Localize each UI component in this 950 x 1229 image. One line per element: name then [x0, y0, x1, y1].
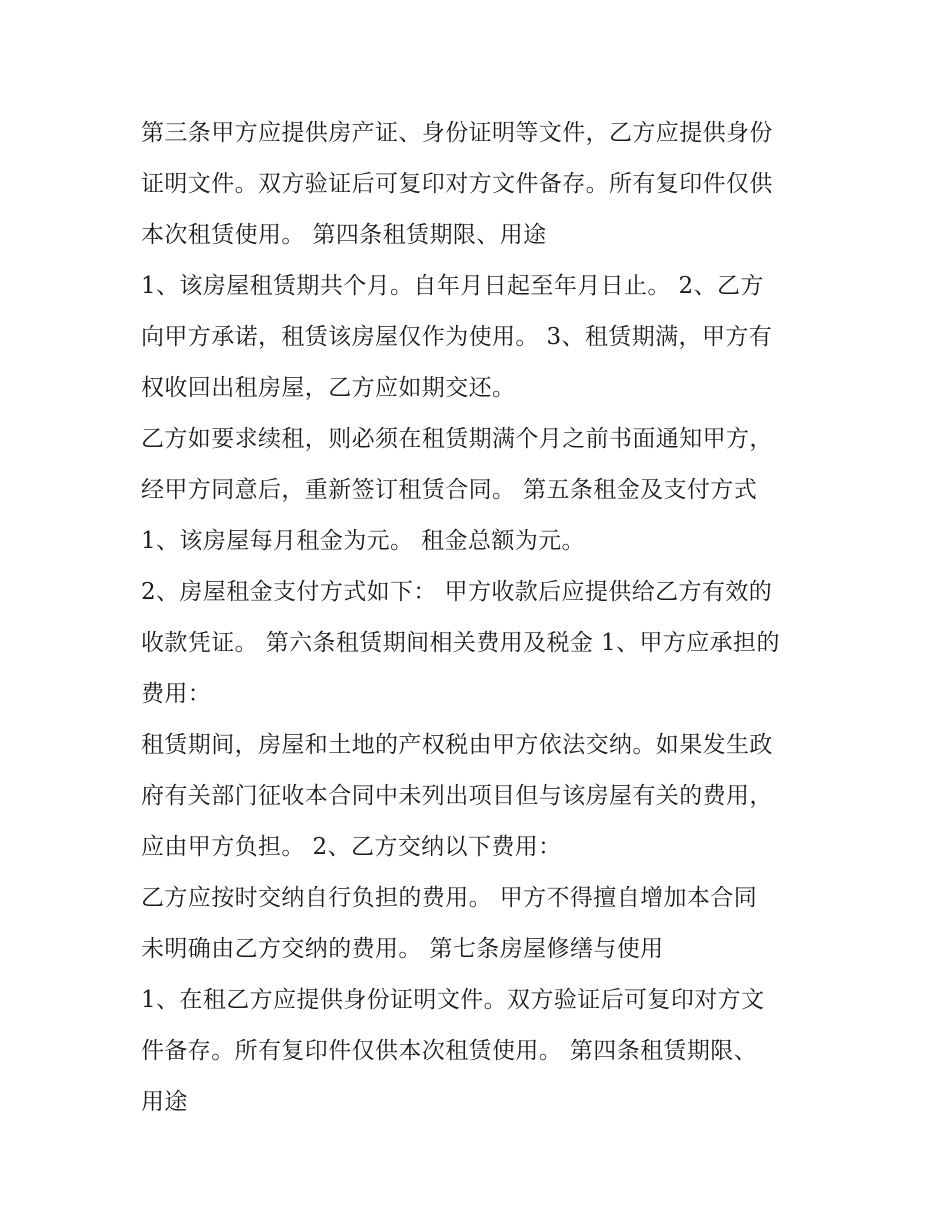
text-line: 权收回出租房屋，乙方应如期交还。	[141, 375, 516, 401]
text-line: 未明确由乙方交纳的费用。 第七条房屋修缮与使用	[141, 936, 664, 962]
text-line: 本次租赁使用。 第四条租赁期限、用途	[141, 222, 547, 248]
text-line: 收款凭证。 第六条租赁期间相关费用及税金 1、甲方应承担的	[141, 630, 780, 656]
text-line: 乙方如要求续租，则必须在租赁期满个月之前书面通知甲方，	[141, 426, 773, 452]
text-line: 乙方应按时交纳自行负担的费用。 甲方不得擅自增加本合同	[141, 885, 758, 911]
text-line: 2、房屋租金支付方式如下： 甲方收款后应提供给乙方有效的	[141, 579, 773, 605]
text-line: 用途	[141, 1089, 188, 1115]
text-line: 租赁期间，房屋和土地的产权税由甲方依法交纳。如果发生政	[141, 732, 773, 758]
text-line: 府有关部门征收本合同中未列出项目但与该房屋有关的费用，	[141, 783, 773, 809]
text-line: 证明文件。双方验证后可复印对方文件备存。所有复印件仅供	[141, 171, 773, 197]
text-line: 费用：	[141, 681, 212, 707]
text-line: 第三条甲方应提供房产证、身份证明等文件，乙方应提供身份	[141, 120, 773, 146]
text-line: 向甲方承诺，租赁该房屋仅作为使用。 3、租赁期满，甲方有	[141, 324, 773, 350]
text-line: 应由甲方负担。 2、乙方交纳以下费用：	[141, 834, 562, 860]
text-line: 1、该房屋每月租金为元。 租金总额为元。	[141, 528, 585, 554]
text-line: 1、该房屋租赁期共个月。自年月日起至年月日止。 2、乙方	[141, 273, 764, 299]
text-line: 1、在租乙方应提供身份证明文件。双方验证后可复印对方文	[141, 987, 765, 1013]
contract-body-text	[141, 108, 821, 1128]
text-line: 件备存。所有复印件仅供本次租赁使用。 第四条租赁期限、	[141, 1038, 758, 1064]
text-line: 经甲方同意后，重新签订租赁合同。 第五条租金及支付方式	[141, 477, 758, 503]
